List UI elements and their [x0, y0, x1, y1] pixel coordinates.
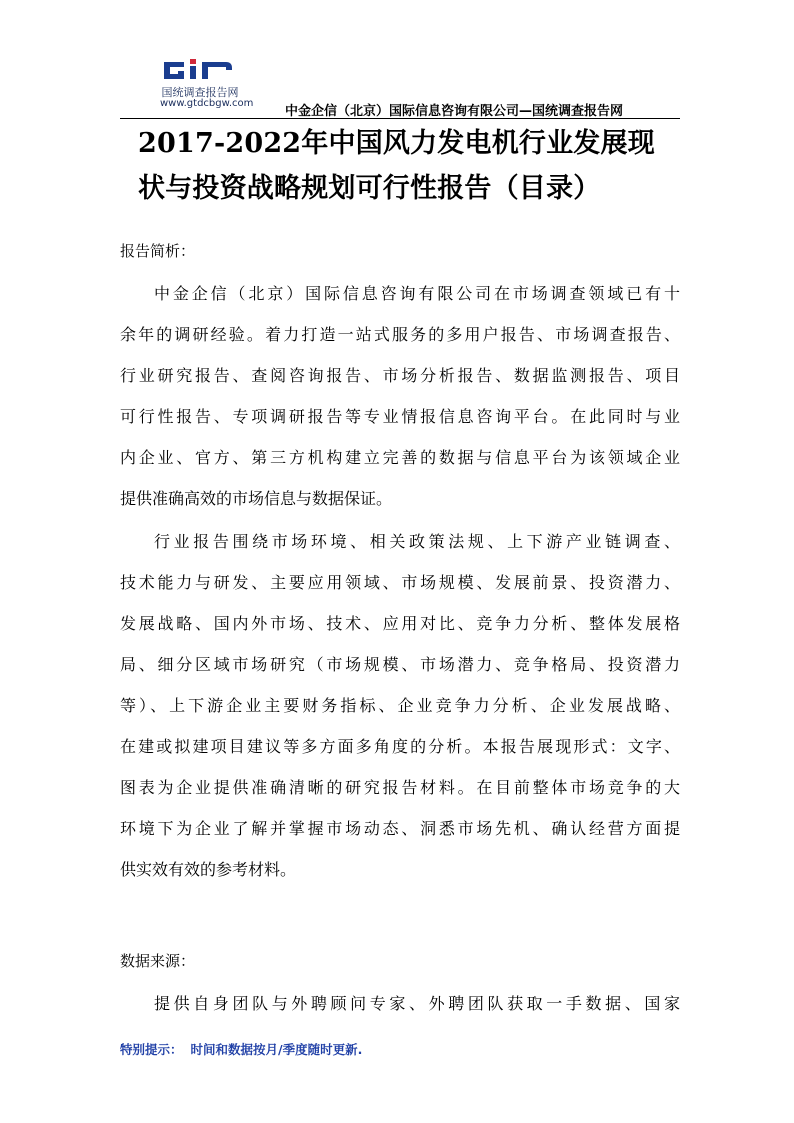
footer-note — [120, 1040, 370, 1058]
intro-label: 报告简析： — [120, 242, 196, 260]
header-company: 中金企信（北京）国际信息咨询有限公司—国统调查报告网 — [285, 104, 624, 119]
text-line: 中金企信（北京）国际信息咨询有限公司在市场调查领域已有十 — [154, 284, 680, 303]
report-title — [138, 121, 678, 211]
text-line: 行业研究报告、查阅咨询报告、市场分析报告、数据监测报告、项目 — [120, 366, 680, 385]
footer-note-label: 特别提示： — [120, 1042, 183, 1057]
title-line-2: 状与投资战略规划可行性报告（目录） — [138, 173, 601, 204]
text-line: 提供准确高效的市场信息与数据保证。 — [120, 489, 393, 508]
source-paragraph — [120, 983, 680, 1024]
title-line-1: 2017-2022年中国风力发电机行业发展现 — [138, 128, 655, 159]
source-label: 数据来源： — [120, 952, 196, 970]
logo-url[interactable]: www.gtdcbgw.com — [160, 98, 254, 109]
footer-note-text: 时间和数据按月/季度随时更新. — [190, 1042, 363, 1057]
text-line: 在建或拟建项目建议等多方面多角度的分析。本报告展现形式：文字、 — [120, 737, 680, 756]
text-line: 等）、上下游企业主要财务指标、企业竞争力分析、企业发展战略、 — [120, 696, 680, 715]
text-line: 技术能力与研发、主要应用领域、市场规模、发展前景、投资潜力、 — [120, 573, 680, 592]
site-logo[interactable] — [160, 56, 254, 110]
text-line: 可行性报告、专项调研报告等专业情报信息咨询平台。在此同时与业 — [120, 407, 680, 426]
text-line: 提供自身团队与外聘顾问专家、外聘团队获取一手数据、国家 — [154, 994, 680, 1013]
intro-paragraph-1 — [120, 273, 680, 519]
text-line: 行业报告围绕市场环境、相关政策法规、上下游产业链调查、 — [154, 532, 680, 551]
text-line: 发展战略、国内外市场、技术、应用对比、竞争力分析、整体发展格 — [120, 614, 680, 633]
header-divider — [120, 118, 680, 119]
text-line: 内企业、官方、第三方机构建立完善的数据与信息平台为该领域企业 — [120, 448, 680, 467]
text-line: 环境下为企业了解并掌握市场动态、洞悉市场先机、确认经营方面提 — [120, 819, 680, 838]
logo-mark-icon — [160, 56, 240, 84]
text-line: 供实效有效的参考材料。 — [120, 860, 297, 879]
text-line: 余年的调研经验。着力打造一站式服务的多用户报告、市场调查报告、 — [120, 325, 680, 344]
text-line: 图表为企业提供准确清晰的研究报告材料。在目前整体市场竞争的大 — [120, 778, 680, 797]
logo-text: 国统调查报告网 — [161, 86, 239, 99]
text-line: 局、细分区域市场研究（市场规模、市场潜力、竞争格局、投资潜力 — [120, 655, 680, 674]
intro-paragraph-2 — [120, 521, 680, 890]
